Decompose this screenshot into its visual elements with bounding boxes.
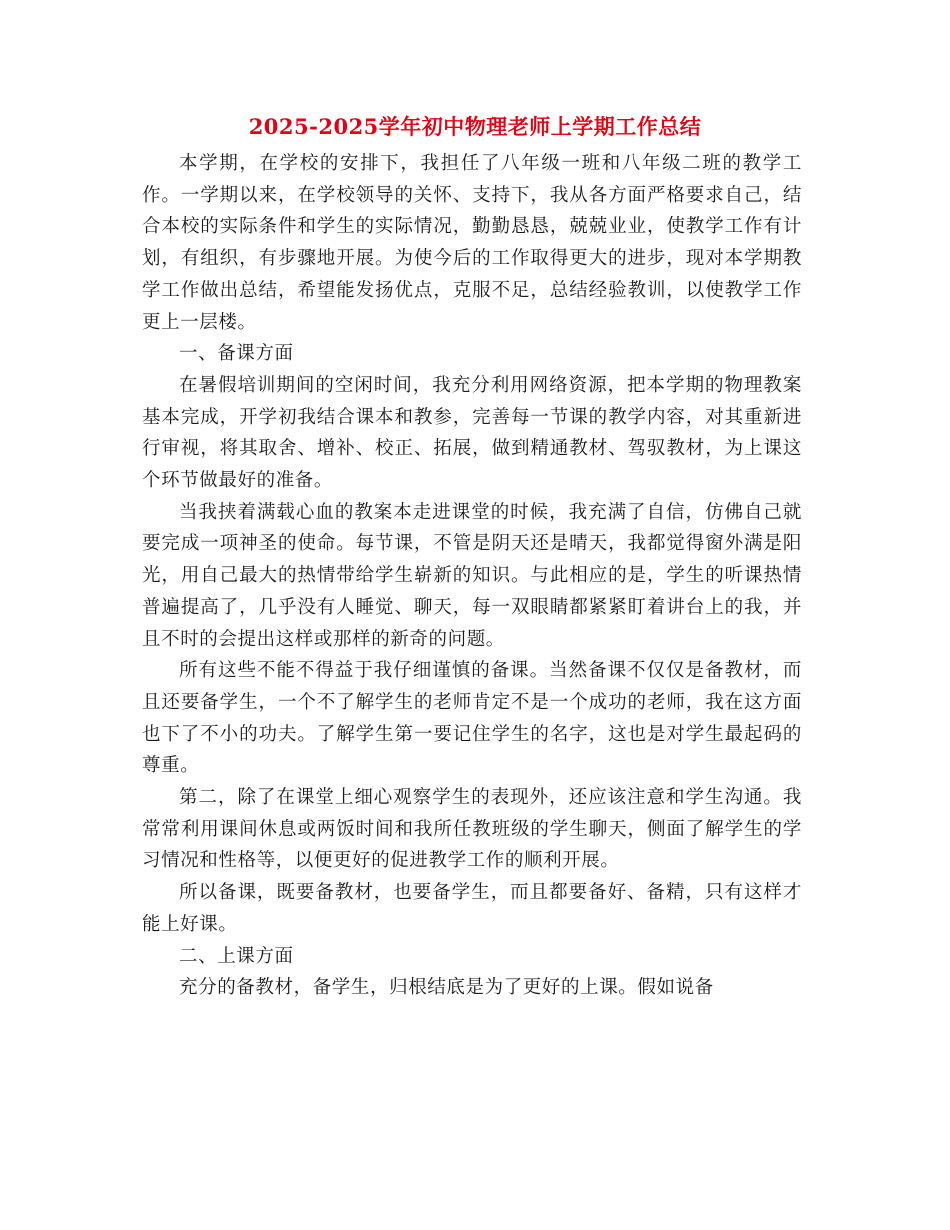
lesson-prep-paragraph-5: 所以备课，既要备教材，也要备学生，而且都要备好、备精，只有这样才能上好课。 <box>142 882 802 935</box>
document-body <box>142 148 802 1004</box>
intro-paragraph: 本学期，在学校的安排下，我担任了八年级一班和八年级二班的教学工作。一学期以来，在学校领导的关怀、支持下，我从各方面严格要求自己，结合本校的实际条件和学生的实际情况，勤勤恳恳，兢兢业业，使教学工作有计划，有组织，有步骤地开展。为使今后的工作取得更大的进步，现对本学期教学工作做出总结，希望能发扬优点，克服不足，总结经验教训，以使教学工作更上一层楼。 <box>142 153 802 333</box>
lesson-prep-paragraph-4: 第二，除了在课堂上细心观察学生的表现外，还应该注意和学生沟通。我常常利用课间休息或两饭时间和我所任教班级的学生聊天，侧面了解学生的学习情况和性格等，以便更好的促进教学工作的顺利开展。 <box>142 787 802 872</box>
lesson-prep-paragraph-2: 当我挟着满载心血的教案本走进课堂的时候，我充满了自信，仿佛自己就要完成一项神圣的使命。每节课，不管是阴天还是晴天，我都觉得窗外满是阳光，用自己最大的热情带给学生崭新的知识。与此相应的是，学生的听课热情普遍提高了，几乎没有人睡觉、聊天，每一双眼睛都紧紧盯着讲台上的我，并且不时的会提出这样或那样的新奇的问题。 <box>142 501 802 650</box>
section-heading-lesson-prep: 一、备课方面 <box>179 343 294 365</box>
teaching-paragraph-1: 充分的备教材，备学生，归根结底是为了更好的上课。假如说备 <box>179 977 714 999</box>
document-title: 2025-2025学年初中物理老师上学期工作总结 <box>248 114 702 139</box>
section-heading-teaching: 二、上课方面 <box>179 945 294 967</box>
lesson-prep-paragraph-1: 在暑假培训期间的空闲时间，我充分利用网络资源，把本学期的物理教案基本完成，开学初我结合课本和教参，完善每一节课的教学内容，对其重新进行审视，将其取舍、增补、校正、拓展，做到精通教材、驾驭教材，为上课这个环节做最好的准备。 <box>142 374 802 492</box>
lesson-prep-paragraph-3: 所有这些不能不得益于我仔细谨慎的备课。当然备课不仅仅是备教材，而且还要备学生，一个不了解学生的老师肯定不是一个成功的老师，我在这方面也下了不小的功夫。了解学生第一要记住学生的名字，这也是对学生最起码的尊重。 <box>142 660 802 777</box>
